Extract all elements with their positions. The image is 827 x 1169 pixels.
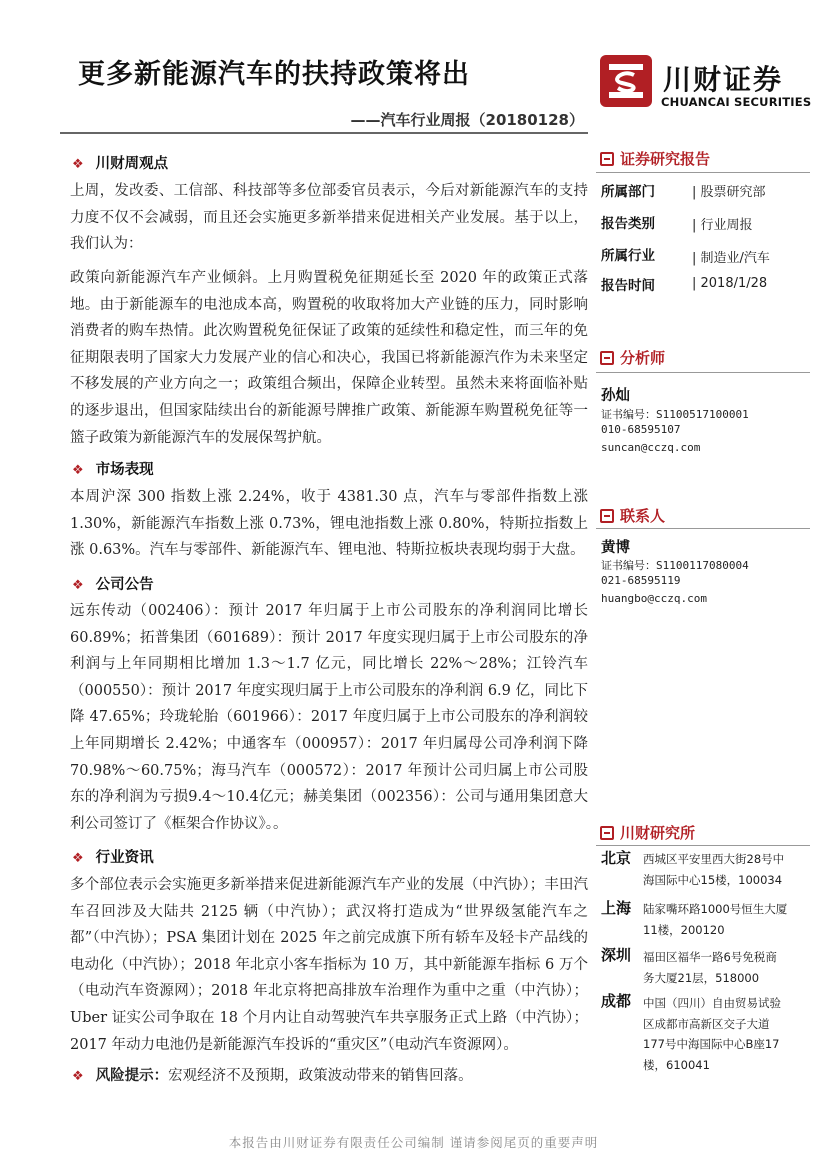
diamond-bullet-icon: ❖ [72, 463, 84, 478]
diamond-bullet-icon: ❖ [72, 578, 84, 593]
report-icon [600, 152, 614, 166]
office-address-shanghai: 陆家嘴环路1000号恒生大厦 11楼，200120 [643, 902, 788, 937]
section-heading-view: ❖ 川财周观点 [72, 156, 169, 172]
diamond-bullet-icon: ❖ [72, 1069, 84, 1084]
sidebar-divider [596, 528, 810, 529]
analyst-email[interactable]: suncan@cczq.com [601, 441, 701, 454]
sidebar-heading-analyst: 分析师 [600, 347, 665, 368]
report-subtitle: ——汽车行业周报（20180128） [350, 111, 584, 129]
diamond-bullet-icon: ❖ [72, 157, 84, 172]
analyst-name: 孙灿 [601, 388, 630, 404]
meta-value-type: | 行业周报 [692, 218, 753, 233]
meta-key-type: 报告类别 [601, 216, 655, 232]
logo-text-cn: 川财证券 [663, 63, 784, 96]
section-heading-market: ❖ 市场表现 [72, 462, 154, 478]
news-paragraph: 多个部位表示会实施更多新举措来促进新能源汽车产业的发展（中汽协）；丰田汽车召回涉及大陆共 2125 辆（中汽协）；武汉将打造成为“世界级氢能汽车之都”（中汽协）；PSA 集团计划在 2025 年之前完成旗下所有轿车及轻卡产品线的电动化（中汽协）；2018 年北京小客车指标为 10 万，其中新能源车指标 6 万个（电动汽车资源网）；2018 年北京将把高排放车治理作为重中之重（中汽协）；Uber 证实公司争取在 18 个月内让自动驾驶汽车共享服务正式上路（中汽协）；2017 年动力电池仍是新能源汽车投诉的“重灾区”（电动汽车资源网）。 [70, 877, 588, 1053]
sidebar-heading-contact: 联系人 [600, 505, 665, 526]
office-address-beijing: 西城区平安里西大街28号中 海国际中心15楼，100034 [643, 852, 785, 887]
office-city-shenzhen: 深圳 [601, 946, 632, 964]
risk-warning: ❖ 风险提示：宏观经济不及预期，政策波动带来的销售回落。 [72, 1067, 473, 1084]
meta-value-date: | 2018/1/28 [692, 276, 768, 291]
meta-key-dept: 所属部门 [601, 184, 655, 200]
office-city-chengdu: 成都 [601, 992, 632, 1010]
meta-key-industry: 所属行业 [601, 248, 655, 264]
meta-key-date: 报告时间 [601, 278, 655, 294]
contact-email[interactable]: huangbo@cczq.com [601, 592, 707, 605]
diamond-bullet-icon: ❖ [72, 851, 84, 866]
header-divider [60, 132, 588, 134]
analyst-icon [600, 351, 614, 365]
view-paragraph-1: 上周，发改委、工信部、科技部等多位部委官员表示，今后对新能源汽车的支持力度不仅不会减弱，而且还会实施更多新举措来促进相关产业发展。基于以上，我们认为： [70, 183, 588, 253]
section-heading-news: ❖ 行业资讯 [72, 850, 154, 866]
analyst-cert: 证书编号：S1100517100001 [601, 408, 749, 421]
chuancai-logo-icon [600, 55, 652, 107]
meta-value-industry: | 制造业/汽车 [692, 251, 770, 266]
contact-cert: 证书编号：S1100117080004 [601, 559, 749, 572]
market-paragraph: 本周沪深 300 指数上涨 2.24%，收于 4381.30 点，汽车与零部件指数上涨 1.30%，新能源汽车指数上涨 0.73%，锂电池指数上涨 0.80%，特斯拉指数上涨 0.63%。汽车与零部件、新能源汽车、锂电池、特斯拉板块表现均弱于大盘。 [70, 489, 588, 559]
office-city-shanghai: 上海 [601, 899, 632, 917]
sidebar-heading-report: 证券研究报告 [600, 148, 710, 169]
contact-name: 黄博 [601, 540, 630, 556]
sidebar-divider [596, 845, 810, 846]
company-paragraph: 远东传动（002406）：预计 2017 年归属于上市公司股东的净利润同比增长 60.89%；拓普集团（601689）：预计 2017 年度实现归属于上市公司股东的净利润与上年同期相比增加 1.3～1.7 亿元，同比增长 22%～28%；江铃汽车（000550）：预计 2017 年度实现归属于上市公司股东的净利润 6.9 亿，同比下降 47.65%；玲珑轮胎（601966）：2017 年度归属于上市公司股东的净利润较上年同期增长 2.42%；中通客车（000957）：2017 年归属母公司净利润下降 70.98%～60.75%；海马汽车（000572）：2017 年预计公司归属上市公司股东的净利润为亏损9.4～10.4亿元；赫美集团（002356）：公司与通用集团意大利公司签订了《框架合作协议》。。 [70, 603, 588, 832]
logo-text-en: CHUANCAI SECURITIES [661, 95, 812, 109]
sidebar-divider [596, 372, 810, 373]
sidebar-heading-institute: 川财研究所 [600, 822, 695, 843]
page-footer-disclaimer: 本报告由川财证券有限责任公司编制 谨请参阅尾页的重要声明 [228, 1135, 599, 1150]
institute-icon [600, 826, 614, 840]
sidebar-divider [596, 172, 810, 173]
report-title: 更多新能源汽车的扶持政策将出 [78, 59, 470, 90]
office-address-chengdu: 中国（四川）自由贸易试验 区成都市高新区交子大道 177号中海国际中心B座17 楼，610041 [643, 996, 781, 1072]
office-address-shenzhen: 福田区福华一路6号免税商 务大厦21层，518000 [643, 950, 777, 985]
analyst-phone: 010-68595107 [601, 423, 681, 436]
contact-phone: 021-68595119 [601, 574, 681, 587]
office-city-beijing: 北京 [601, 849, 632, 867]
section-heading-company: ❖ 公司公告 [72, 577, 154, 593]
contact-icon [600, 509, 614, 523]
view-paragraph-2: 政策向新能源汽车产业倾斜。上月购置税免征期延长至 2020 年的政策正式落地。由于新能源车的电池成本高，购置税的收取将加大产业链的压力，同时影响消费者的购车热情。此次购置税免征保证了政策的延续性和稳定性，而三年的免征期限表明了国家大力发展产业的信心和决心，我国已将新能源汽作为未来坚定不移发展的产业方向之一；政策组合频出，保障企业转型。虽然未来将面临补贴的逐步退出，但国家陆续出台的新能源号牌推广政策、新能源车购置税免征等一篮子政策为新能源汽车的发展保驾护航。 [70, 270, 588, 446]
meta-value-dept: | 股票研究部 [692, 185, 766, 200]
